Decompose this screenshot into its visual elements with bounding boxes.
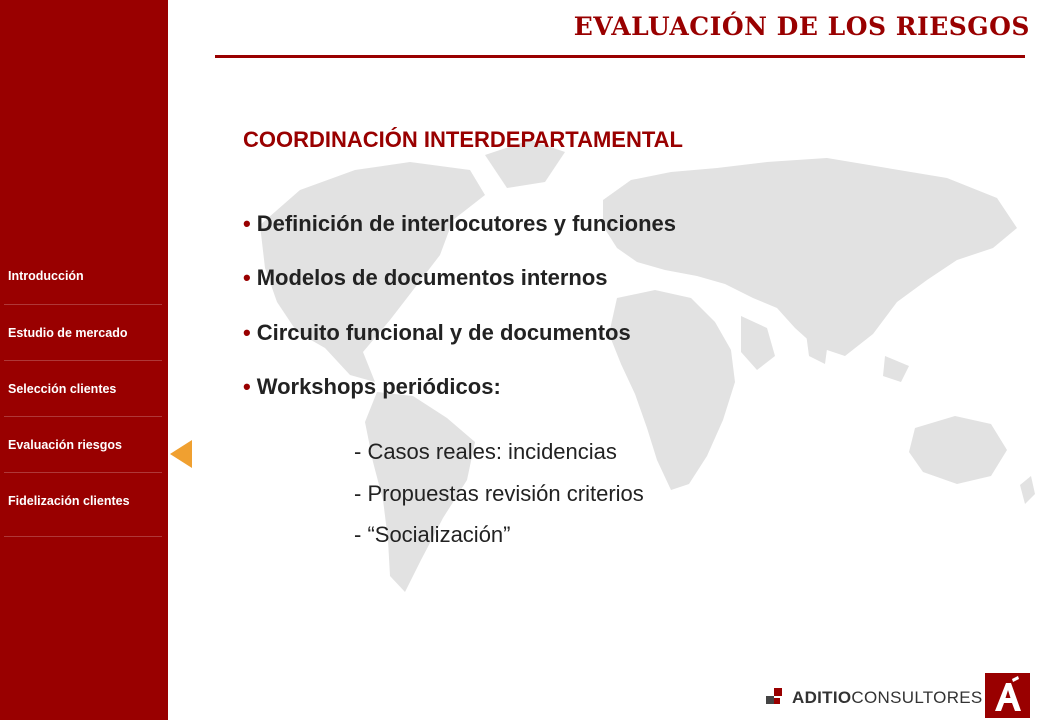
bullet-item [243,211,676,237]
sidebar-item-seleccion-clientes[interactable] [0,361,162,417]
sidebar-item-label: Evaluación riesgos [8,438,122,452]
title-underline [215,55,1025,58]
bullet-text: Workshops periódicos: [256,374,501,399]
sidebar-item-fidelizacion-clientes[interactable] [0,473,162,529]
company-logo [792,688,983,708]
nav-divider [4,536,162,537]
bullet-text: Modelos de documentos internos [256,265,608,290]
logo-bold-text: ADITIO [792,688,852,707]
logo-light-text: CONSULTORES [851,688,983,707]
page-title: EVALUACIÓN DE LOS RIESGOS [573,12,1030,41]
sidebar-item-label: Selección clientes [8,382,117,396]
sidebar-item-label: Estudio de mercado [8,326,128,340]
sidebar-nav [0,0,168,720]
bullet-item [243,265,608,291]
logo-letter-a-icon [985,673,1030,718]
bullet-marker: • [243,320,251,345]
company-logo-mark [985,673,1030,718]
bullet-marker: • [243,211,251,236]
sub-list-item: - “Socialización” [354,522,511,547]
section-heading: COORDINACIÓN INTERDEPARTAMENTAL [243,127,683,152]
bullet-item [243,374,501,400]
sidebar-item-evaluacion-riesgos[interactable] [0,417,162,473]
bullet-marker: • [243,374,251,399]
sidebar-item-label: Introducción [8,269,84,283]
sidebar-item-label: Fidelización clientes [8,494,130,508]
bullet-marker: • [243,265,251,290]
bullet-item [243,320,631,346]
bullet-text: Definición de interlocutores y funciones [256,211,676,236]
logo-squares-icon [766,688,788,708]
sidebar-item-introduccion[interactable] [0,248,162,304]
bullet-text: Circuito funcional y de documentos [256,320,631,345]
sidebar-item-estudio-mercado[interactable] [0,305,162,361]
sub-list-item: - Propuestas revisión criterios [354,481,644,506]
sub-list-item: - Casos reales: incidencias [354,439,617,464]
